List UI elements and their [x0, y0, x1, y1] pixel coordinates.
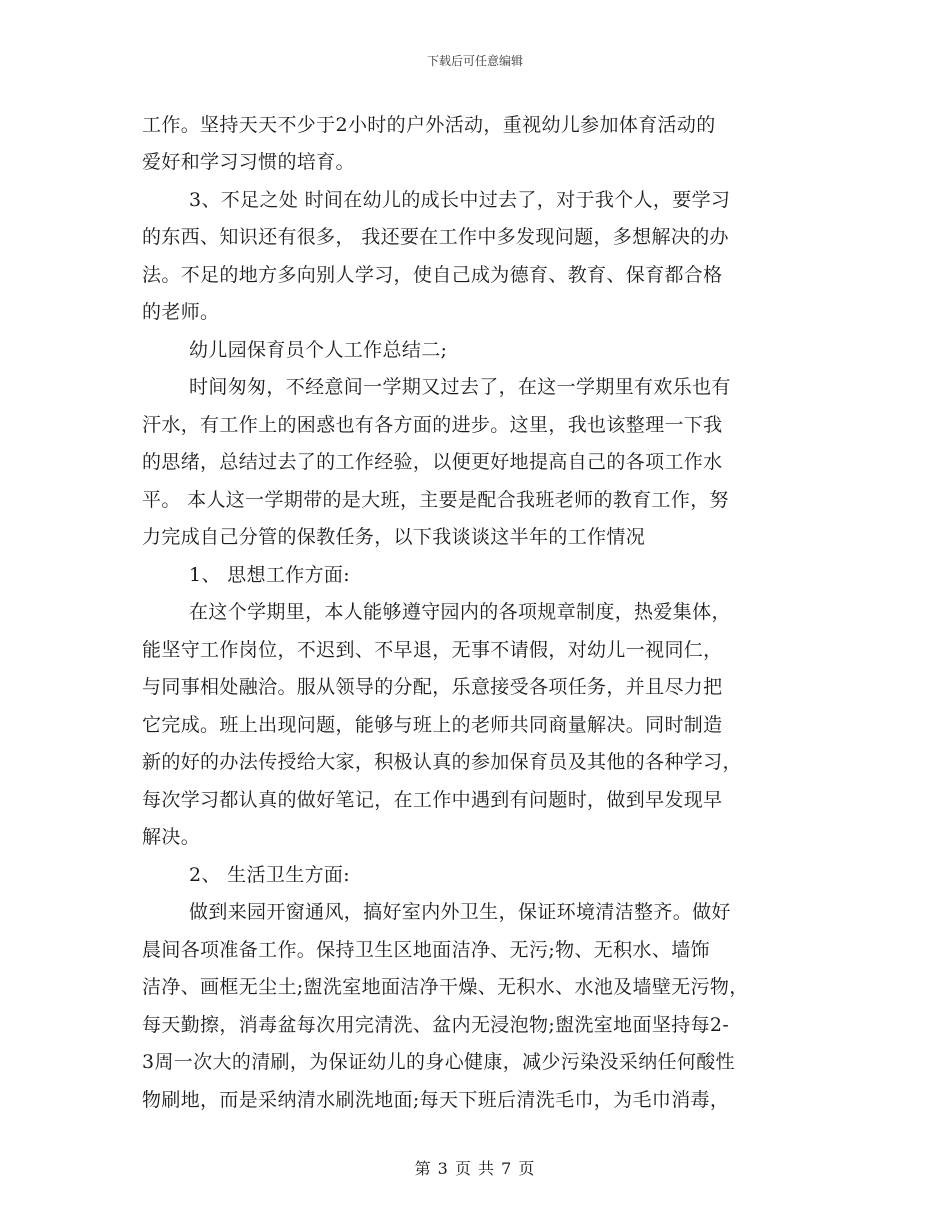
- text-line: 的老师。: [142, 301, 220, 323]
- text-line: 做到来园开窗通风，搞好室内外卫生，保证环境清洁整齐。做好: [189, 901, 731, 923]
- text-line: 法。不足的地方多向别人学习，使自己成为德育、教育、保育都合格: [142, 264, 723, 286]
- text-line: 的思绪，总结过去了的工作经验，以便更好地提高自己的各项工作水: [142, 451, 723, 473]
- text-line: 新的好的办法传授给大家，积极认真的参加保育员及其他的各种学习，: [142, 751, 742, 773]
- text-line: 与同事相处融洽。服从领导的分配，乐意接受各项任务，并且尽力把: [142, 676, 723, 698]
- text-line: 每次学习都认真的做好笔记，在工作中遇到有问题时，做到早发现早: [142, 789, 723, 811]
- text-line: 在这个学期里，本人能够遵守园内的各项规章制度，热爱集体，: [189, 601, 731, 623]
- section-heading: 幼儿园保育员个人工作总结二;: [189, 339, 448, 361]
- text-line: 汗水，有工作上的困惑也有各方面的进步。这里，我也该整理一下我: [142, 414, 723, 436]
- subsection-heading: 1、 思想工作方面:: [189, 564, 351, 586]
- text-line: 爱好和学习习惯的培育。: [142, 151, 355, 173]
- text-line: 能坚守工作岗位，不迟到、不早退，无事不请假，对幼儿一视同仁，: [142, 639, 723, 661]
- text-line: 物刷地，而是采纳清水刷洗地面;每天下班后清洗毛巾，为毛巾消毒，: [142, 1089, 730, 1111]
- subsection-heading: 2、 生活卫生方面:: [189, 864, 351, 886]
- text-line: 的东西、知识还有很多， 我还要在工作中多发现问题，多想解决的办: [142, 226, 729, 248]
- text-line: 3、不足之处 时间在幼儿的成长中过去了，对于我个人，要学习: [189, 189, 731, 211]
- text-line: 力完成自己分管的保教任务，以下我谈谈这半年的工作情况: [142, 526, 646, 548]
- text-line: 3周一次大的清刷，为保证幼儿的身心健康，减少污染没采纳任何酸性: [142, 1051, 735, 1073]
- page-header-note: 下载后可任意编辑: [426, 54, 523, 68]
- text-line: 晨间各项准备工作。保持卫生区地面洁净、无污;物、无积水、墙饰: [142, 939, 710, 961]
- text-line: 它完成。班上出现问题，能够与班上的老师共同商量解决。同时制造: [142, 714, 723, 736]
- text-line: 解决。: [142, 826, 201, 848]
- text-line: 工作。坚持天天不少于2小时的户外活动，重视幼儿参加体育活动的: [142, 114, 716, 136]
- text-line: 洁净、画框无尘土;盥洗室地面洁净干燥、无积水、水池及墙壁无污物，: [142, 976, 749, 998]
- page-number: 第 3 页 共 7 页: [414, 1159, 536, 1178]
- text-line: 每天勤擦，消毒盆每次用完清洗、盆内无浸泡物;盥洗室地面坚持每2-: [142, 1014, 730, 1036]
- text-line: 平。 本人这一学期带的是大班，主要是配合我班老师的教育工作，努: [142, 489, 729, 511]
- text-line: 时间匆匆，不经意间一学期又过去了，在这一学期里有欢乐也有: [189, 376, 731, 398]
